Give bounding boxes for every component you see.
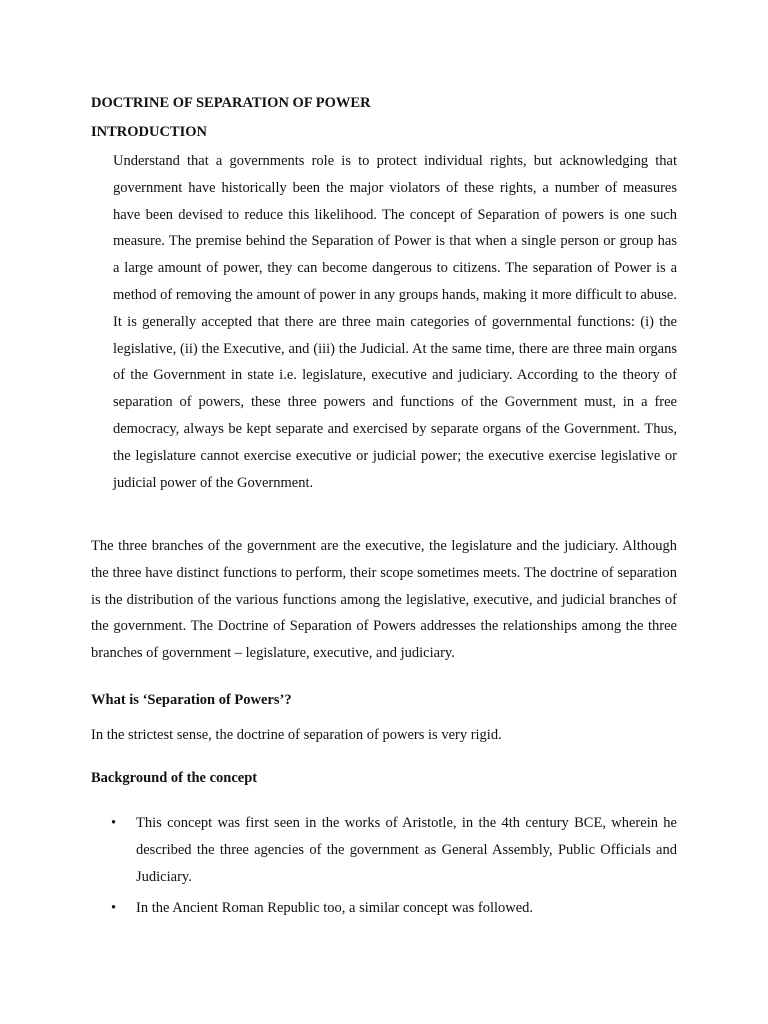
bullet-text: In the Ancient Roman Republic too, a similar concept was followed. <box>136 900 534 917</box>
bullet-icon: • <box>111 815 117 831</box>
branches-paragraph: The three branches of the government are the executive, the legislature and the judiciary. Although the three have distinct functions to perform, their scope sometimes meets. The doctrine of separation is the distribution of the various functions among the legislative, executive, and judicial branches of the government. The Doctrine of Separation of Powers addresses the relationships among the three branches of government – legislature, executive, and judiciary. <box>91 538 677 662</box>
background-heading: Background of the concept <box>91 770 258 786</box>
background-bullet-list <box>91 810 677 927</box>
strictest-sense-paragraph: In the strictest sense, the doctrine of separation of powers is very rigid. <box>91 727 502 743</box>
introduction-heading: INTRODUCTION <box>91 124 208 140</box>
bullet-text: This concept was first seen in the works of Aristotle, in the 4th century BCE, wherein he described the three agencies of the government as General Assembly, Public Officials and Judiciary. <box>136 815 677 885</box>
list-item <box>91 895 677 922</box>
list-item <box>91 810 677 890</box>
what-is-separation-heading: What is ‘Separation of Powers’? <box>91 692 292 708</box>
document-title: DOCTRINE OF SEPARATION OF POWER <box>91 95 371 111</box>
bullet-icon: • <box>111 900 117 917</box>
introduction-paragraph: Understand that a governments role is to protect individual rights, but acknowledging that government have historically been the major violators of these rights, a number of measures have been devised to reduce this likelihood. The concept of Separation of powers is one such measure. The premise behind the Separation of Power is that when a single person or group has a large amount of power, they can become dangerous to citizens. The separation of Power is a method of removing the amount of power in any groups hands, making it more difficult to abuse. It is generally accepted that there are three main categories of governmental functions: (i) the legislative, (ii) the Executive, and (iii) the Judicial. At the same time, there are three main organs of the Government in state i.e. legislature, executive and judiciary. According to the theory of separation of powers, these three powers and functions of the Government must, in a free democracy, always be kept separate and exercised by separate organs of the Government. Thus, the legislature cannot exercise executive or judicial power; the executive exercise legislative or judicial power of the Government. <box>113 153 677 491</box>
